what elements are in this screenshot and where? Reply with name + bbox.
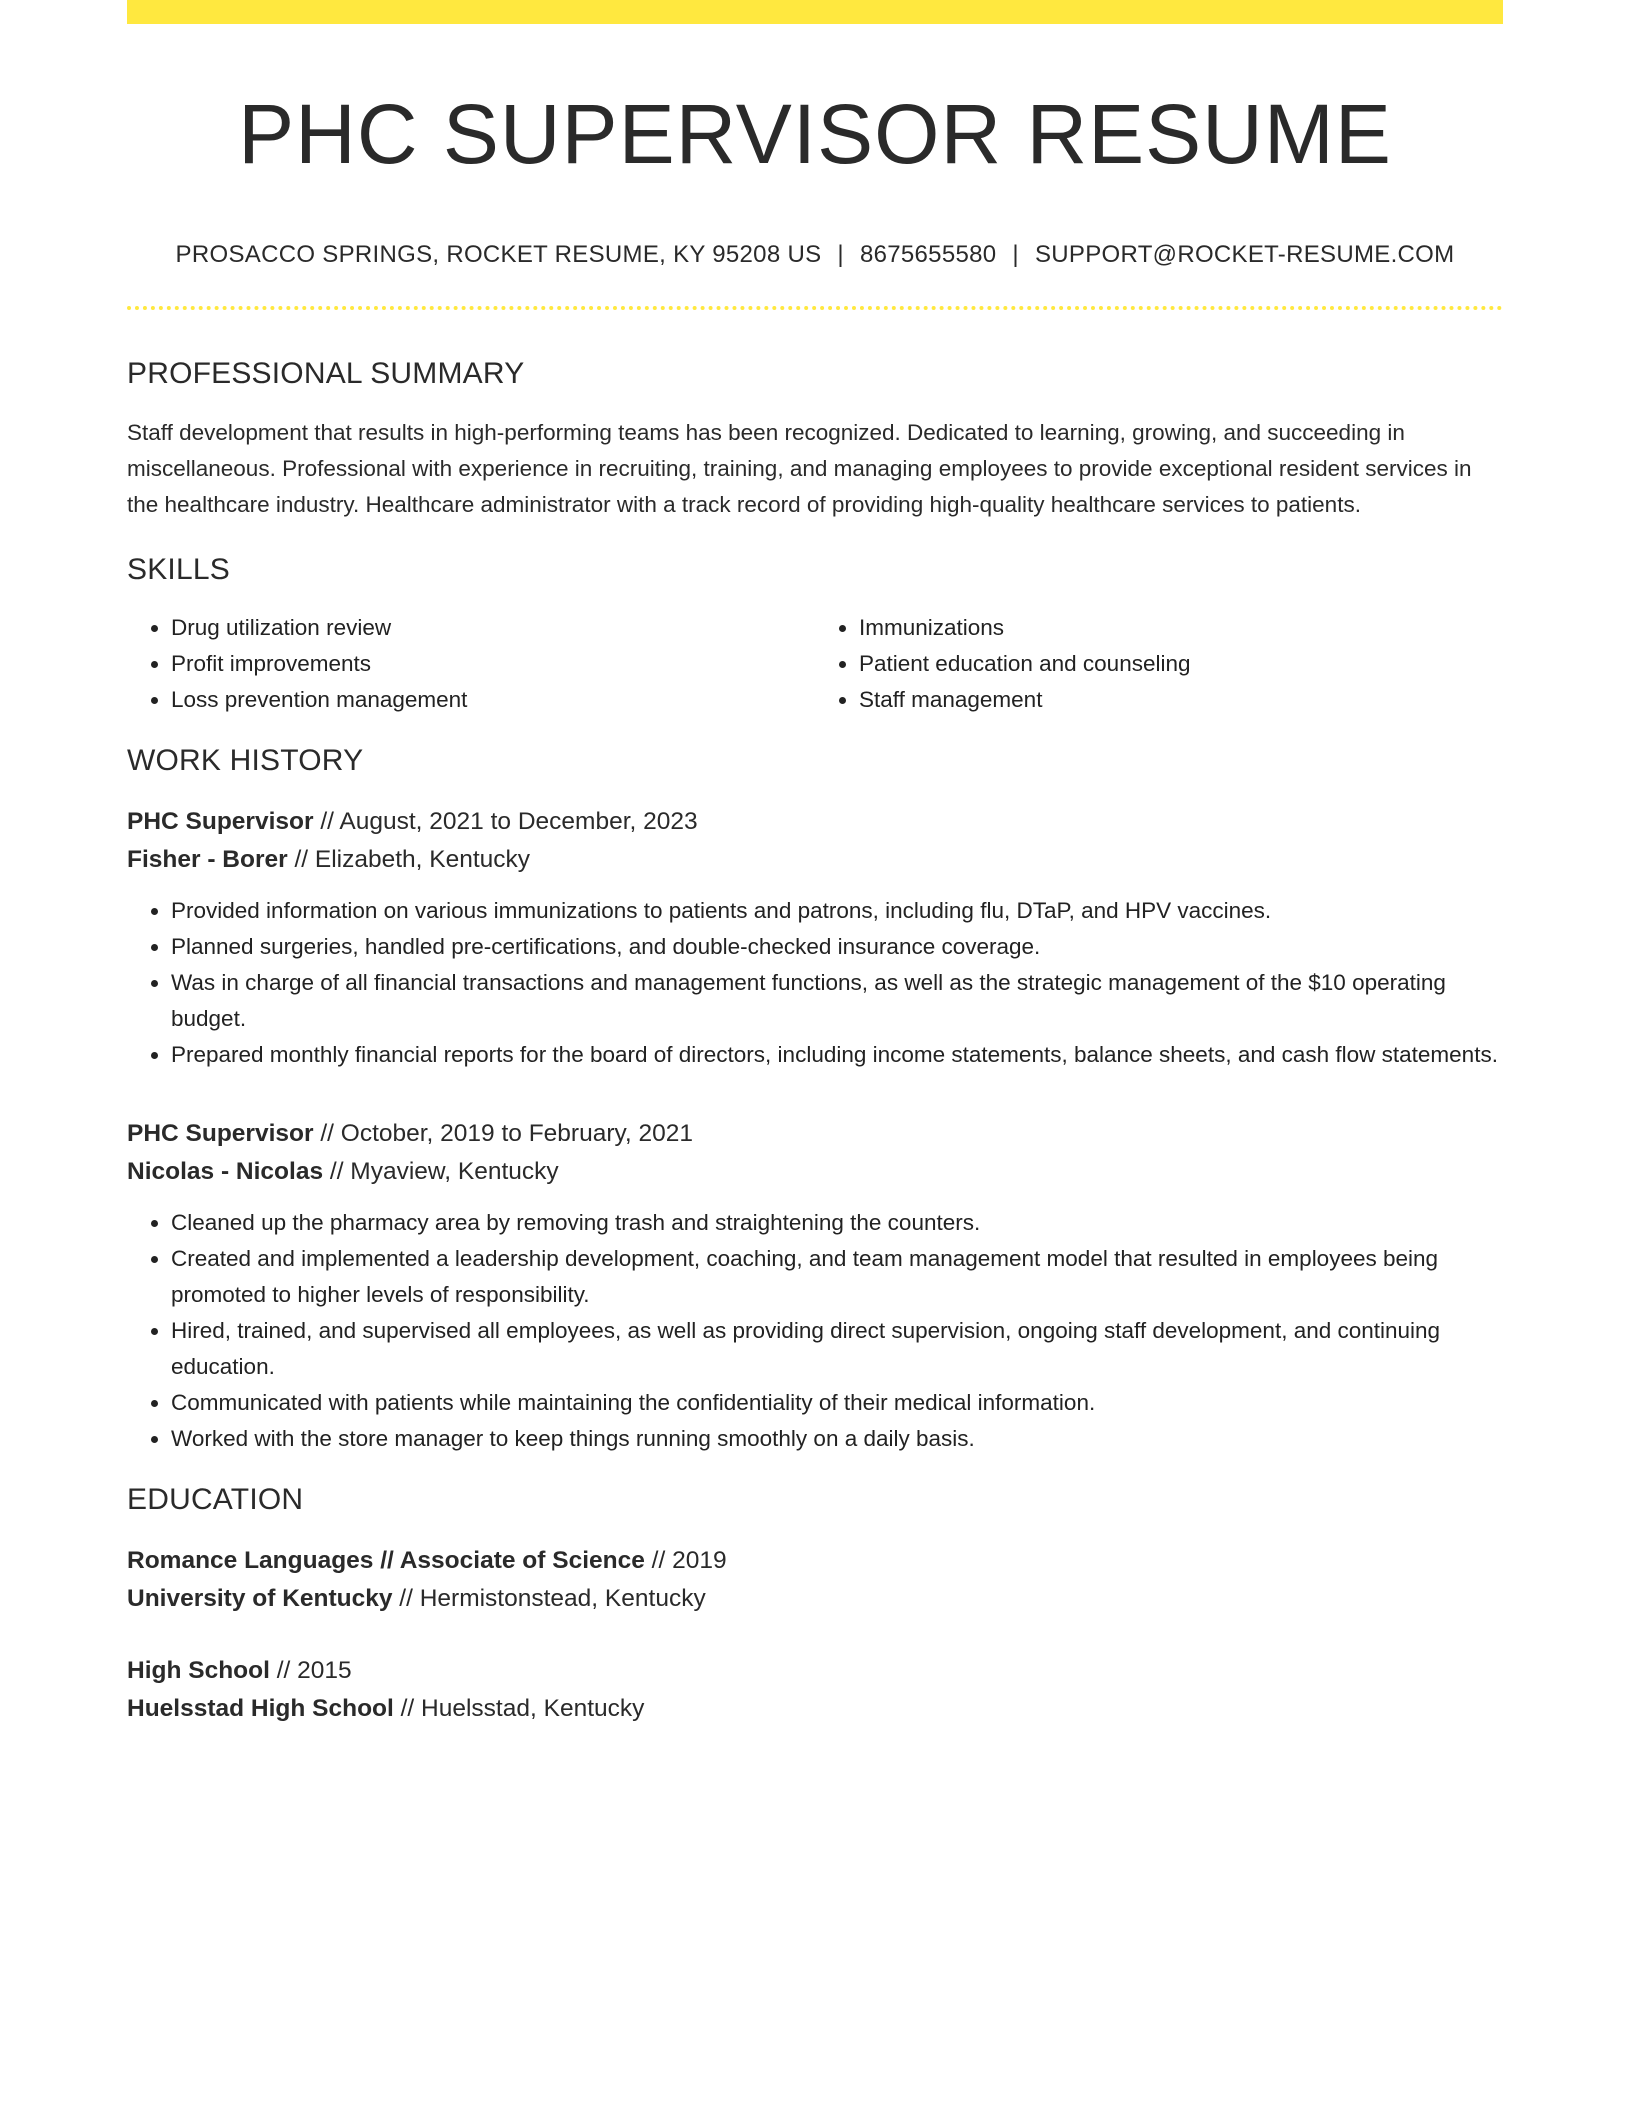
job-bullet: • Cleaned up the pharmacy area by removing trash and straightening the counters. [171,1205,1503,1241]
contact-separator: | [1012,241,1019,268]
contact-phone: 8675655580 [859,241,997,268]
contact-separator: | [837,241,844,268]
job-role: PHC Supervisor [127,808,314,835]
education-degree: High School [127,1657,270,1684]
resume-title: PHC SUPERVISOR RESUME [238,87,1392,181]
skills-column-right [815,610,1503,718]
job-bullet: • Hired, trained, and supervised all employees, as well as providing direct supervision, ongoing staff development, and continuing education. [171,1313,1503,1385]
skill-item: • Profit improvements [171,646,815,682]
job-role-line [127,1115,1503,1153]
job-bullet: • Was in charge of all financial transactions and management functions, as well as the strategic management of the $10 operating budget. [171,965,1503,1037]
contact-email: SUPPORT@ROCKET-RESUME.COM [1034,241,1455,268]
education-degree-line [127,1652,1503,1690]
skill-item: • Drug utilization review [171,610,815,646]
job-bullets [127,1205,1503,1457]
job-bullet: • Communicated with patients while maintaining the confidentiality of their medical information. [171,1385,1503,1421]
job-heading [127,1115,1503,1191]
summary-text: Staff development that results in high-performing teams has been recognized. Dedicated to learning, growing, and succeeding in miscellaneous. Professional with experience in recruiting, training, and managing employees to provide exceptional resident services in the healthcare industry. Healthcare administrator with a track record of providing high-quality healthcare services to patients. [127,420,1472,517]
job-role: PHC Supervisor [127,1120,314,1147]
contact-line [127,238,1503,272]
education-year: // 2015 [269,1657,352,1684]
contact-address: PROSACCO SPRINGS, ROCKET RESUME, KY 95208 US [175,241,822,268]
job-location: // Myaview, Kentucky [323,1158,559,1185]
education-school: University of Kentucky [127,1585,393,1612]
job-company-line [127,841,1503,879]
accent-bar [127,0,1503,24]
skills-list [127,610,1503,718]
skill-item: • Immunizations [859,610,1503,646]
skills-column-left [127,610,815,718]
education-entry [127,1652,1503,1728]
education-location: // Hermistonstead, Kentucky [392,1585,706,1612]
skill-item: • Patient education and counseling [859,646,1503,682]
section-title-summary: PROFESSIONAL SUMMARY [127,357,525,390]
section-title-education: EDUCATION [127,1483,304,1516]
skill-item: • Staff management [859,682,1503,718]
education-degree-line [127,1542,1503,1580]
job-dates: // August, 2021 to December, 2023 [313,808,698,835]
job-bullets [127,893,1503,1073]
job-heading [127,803,1503,879]
section-title-skills: SKILLS [127,553,230,586]
job-bullet: • Planned surgeries, handled pre-certifications, and double-checked insurance coverage. [171,929,1503,965]
dotted-divider [127,306,1503,310]
education-year: // 2019 [644,1547,727,1574]
education-location: // Huelsstad, Kentucky [393,1695,645,1722]
education-degree: Romance Languages // Associate of Science [127,1547,645,1574]
job-bullet: • Provided information on various immunizations to patients and patrons, including flu, DTaP, and HPV vaccines. [171,893,1503,929]
job-company: Nicolas - Nicolas [127,1158,324,1185]
education-school: Huelsstad High School [127,1695,394,1722]
job-company-line [127,1153,1503,1191]
job-bullet: • Created and implemented a leadership development, coaching, and team management model that resulted in employees being promoted to higher levels of responsibility. [171,1241,1503,1313]
resume-page [127,0,1503,1728]
education-school-line [127,1690,1503,1728]
job-role-line [127,803,1503,841]
education-entry [127,1542,1503,1618]
job-location: // Elizabeth, Kentucky [287,846,531,873]
section-title-work-history: WORK HISTORY [127,744,364,777]
job-company: Fisher - Borer [127,846,288,873]
education-school-line [127,1580,1503,1618]
job-bullet: • Prepared monthly financial reports for the board of directors, including income statements, balance sheets, and cash flow statements. [171,1037,1503,1073]
job-dates: // October, 2019 to February, 2021 [313,1120,694,1147]
job-bullet: • Worked with the store manager to keep things running smoothly on a daily basis. [171,1421,1503,1457]
skill-item: • Loss prevention management [171,682,815,718]
